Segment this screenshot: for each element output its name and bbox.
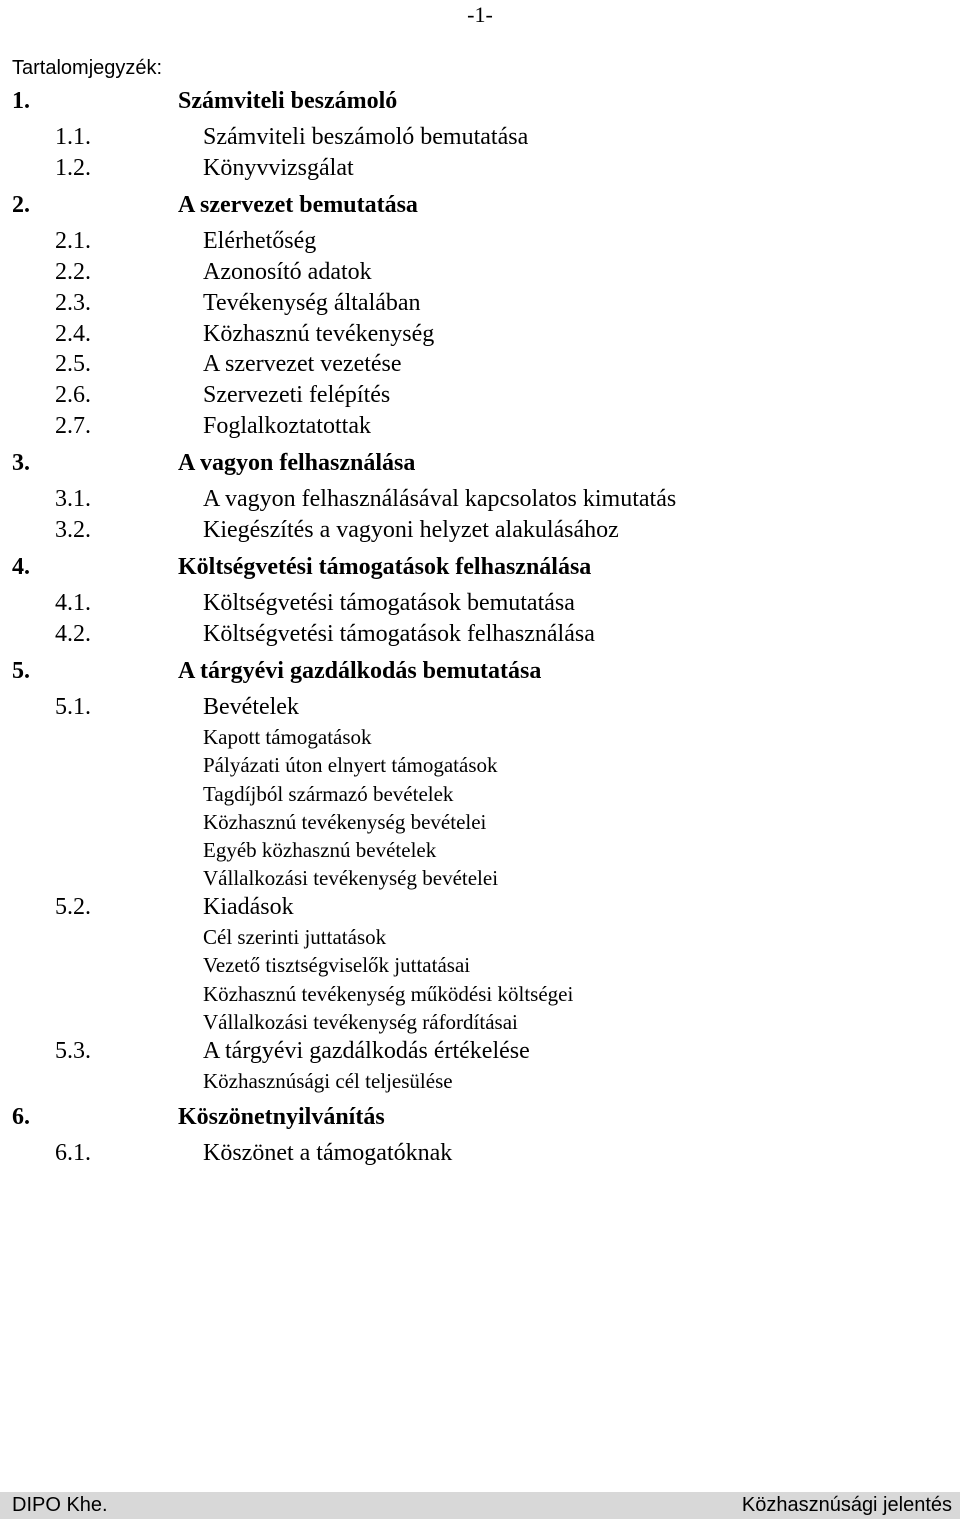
toc-number: 1.: [12, 88, 30, 114]
page-number: -1-: [467, 2, 493, 27]
toc-entry-text: Szervezeti felépítés: [203, 382, 391, 408]
toc-entry-text: Köszönet a támogatóknak: [203, 1140, 453, 1166]
toc-entry-text: Közhasznú tevékenység: [203, 321, 435, 347]
footer-document-title: Közhasznúsági jelentés: [741, 1494, 952, 1516]
toc-entry-text: Költségvetési támogatások felhasználása: [178, 554, 592, 580]
toc-entry-text: Azonosító adatok: [203, 259, 372, 285]
toc-entry-text: A szervezet bemutatása: [178, 192, 418, 218]
toc-entry-text: A vagyon felhasználásával kapcsolatos kimutatás: [203, 486, 677, 512]
toc-entry-text: Bevételek: [203, 694, 299, 720]
toc-number: 5.3.: [55, 1038, 91, 1064]
toc-number: 3.2.: [55, 517, 91, 543]
toc-number: 2.1.: [55, 228, 91, 254]
toc-number: 2.2.: [55, 259, 91, 285]
toc-entry-text: Pályázati úton elnyert támogatások: [203, 753, 498, 777]
toc-number: 2.3.: [55, 290, 91, 316]
toc-entry-text: Kapott támogatások: [203, 725, 372, 749]
toc-entry-text: Elérhetőség: [203, 228, 317, 254]
toc-number: 4.1.: [55, 590, 91, 616]
toc-number: 1.2.: [55, 155, 91, 181]
toc-entry-text: Számviteli beszámoló bemutatása: [203, 124, 529, 150]
toc-entry-text: Közhasznú tevékenység bevételei: [203, 810, 487, 834]
toc-entry-text: Kiegészítés a vagyoni helyzet alakulásához: [203, 517, 619, 543]
toc-number: 2.5.: [55, 351, 91, 377]
toc-entry-text: Vezető tisztségviselők juttatásai: [203, 953, 471, 977]
toc-number: 5.1.: [55, 694, 91, 720]
toc-number: 2.6.: [55, 382, 91, 408]
toc-entry-text: Tagdíjból származó bevételek: [203, 782, 454, 806]
toc-number: 6.: [12, 1104, 30, 1130]
toc-entry-text: Foglalkoztatottak: [203, 413, 371, 439]
toc-number: 2.7.: [55, 413, 91, 439]
toc-number: 2.4.: [55, 321, 91, 347]
footer-organization: DIPO Khe.: [12, 1494, 108, 1516]
toc-number: 4.: [12, 554, 30, 580]
toc-title: Tartalomjegyzék:: [12, 57, 163, 79]
toc-number: 3.: [12, 450, 30, 476]
toc-entry-text: Közhasznúsági cél teljesülése: [203, 1069, 453, 1093]
toc-number: 2.: [12, 192, 30, 218]
toc-entry-text: Tevékenység általában: [203, 290, 421, 316]
toc-entry-text: A vagyon felhasználása: [178, 450, 416, 476]
toc-entry-text: Költségvetési támogatások bemutatása: [203, 590, 575, 616]
toc-number: 1.1.: [55, 124, 91, 150]
page-footer: [0, 1492, 960, 1519]
toc-number: 6.1.: [55, 1140, 91, 1166]
toc-entry-text: Köszönetnyilvánítás: [178, 1104, 385, 1130]
toc-entry-text: Költségvetési támogatások felhasználása: [203, 621, 595, 647]
toc-number: 3.1.: [55, 486, 91, 512]
toc-number: 4.2.: [55, 621, 91, 647]
toc-entry-text: Kiadások: [203, 894, 294, 920]
toc-entry-text: Számviteli beszámoló: [178, 88, 398, 114]
toc-entry-text: A szervezet vezetése: [203, 351, 402, 377]
toc-entry-text: A tárgyévi gazdálkodás értékelése: [203, 1038, 530, 1064]
toc-entry-text: Közhasznú tevékenység működési költségei: [203, 982, 574, 1006]
toc-number: 5.: [12, 658, 30, 684]
toc-number: 5.2.: [55, 894, 91, 920]
toc-entry-text: Vállalkozási tevékenység bevételei: [203, 866, 499, 890]
toc-entry-text: Könyvvizsgálat: [203, 155, 354, 181]
toc-entry-text: A tárgyévi gazdálkodás bemutatása: [178, 658, 542, 684]
toc-entry-text: Cél szerinti juttatások: [203, 925, 387, 949]
toc-entry-text: Egyéb közhasznú bevételek: [203, 838, 437, 862]
toc-entry-text: Vállalkozási tevékenység ráfordításai: [203, 1010, 518, 1034]
